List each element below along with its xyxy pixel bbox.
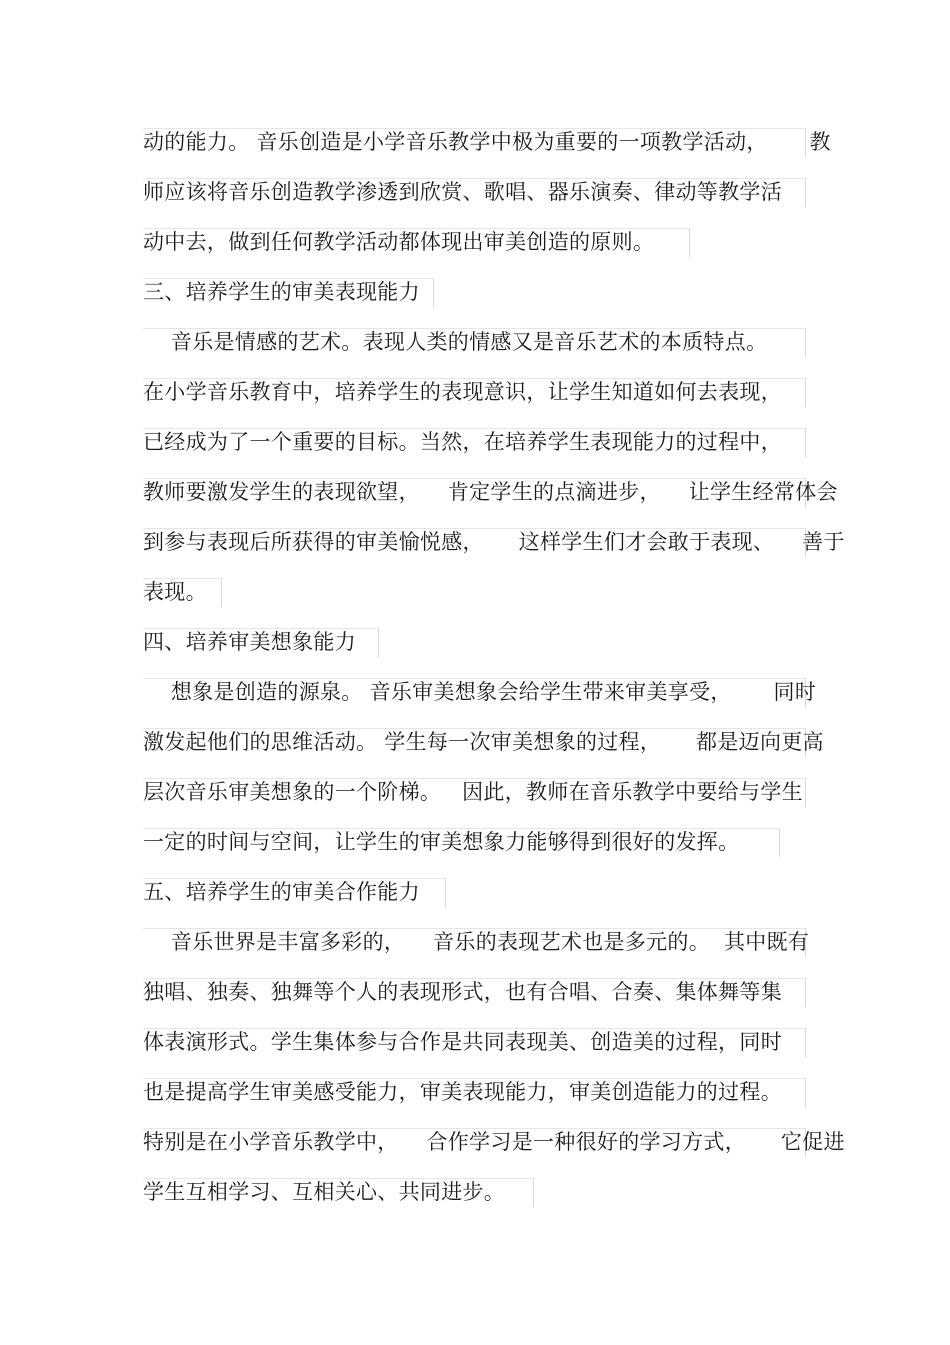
body-text-line: 已经成为了一个重要的目标。当然，在培养学生表现能力的过程中， (143, 430, 782, 454)
body-text-line: 层次音乐审美想象的一个阶梯。 因此，教师在音乐教学中要给与学生 (143, 780, 803, 804)
body-text-line: 一定的时间与空间，让学生的审美想象力能够得到很好的发挥。 (143, 830, 740, 854)
body-text-line: 独唱、独奏、独舞等个人的表现形式，也有合唱、合奏、集体舞等集 (143, 980, 782, 1004)
body-text-line: 动的能力。 音乐创造是小学音乐教学中极为重要的一项教学活动， 教 (143, 130, 831, 154)
section-heading: 五、培养学生的审美合作能力 (143, 880, 420, 904)
body-text-line: 激发起他们的思维活动。 学生每一次审美想象的过程， 都是迈向更高 (143, 730, 824, 754)
body-text-line: 音乐世界是丰富多彩的， 音乐的表现艺术也是多元的。 其中既有 (143, 930, 810, 954)
body-text-line: 学生互相学习、互相关心、共同进步。 (143, 1180, 506, 1204)
body-text-line: 特别是在小学音乐教学中， 合作学习是一种很好的学习方式， 它促进 (143, 1130, 845, 1154)
section-heading: 三、培养学生的审美表现能力 (143, 280, 420, 304)
body-text-line: 想象是创造的源泉。 音乐审美想象会给学生带来审美享受， 同时 (143, 680, 817, 704)
body-text-line: 在小学音乐教育中，培养学生的表现意识，让学生知道如何去表现， (143, 380, 782, 404)
body-text-line: 到参与表现后所获得的审美愉悦感， 这样学生们才会敢于表现、 善于 (143, 530, 845, 554)
body-text-line: 音乐是情感的艺术。表现人类的情感又是音乐艺术的本质特点。 (143, 330, 768, 354)
body-text-line: 也是提高学生审美感受能力，审美表现能力，审美创造能力的过程。 (143, 1080, 782, 1104)
body-text-line: 教师要激发学生的表现欲望， 肯定学生的点滴进步， 让学生经常体会 (143, 480, 838, 504)
body-text-line: 师应该将音乐创造教学渗透到欣赏、歌唱、器乐演奏、律动等教学活 (143, 180, 782, 204)
body-text-line: 表现。 (143, 580, 207, 604)
section-heading: 四、培养审美想象能力 (143, 630, 356, 654)
body-text-line: 动中去，做到任何教学活动都体现出审美创造的原则。 (143, 230, 655, 254)
body-text-line: 体表演形式。学生集体参与合作是共同表现美、创造美的过程，同时 (143, 1030, 782, 1054)
